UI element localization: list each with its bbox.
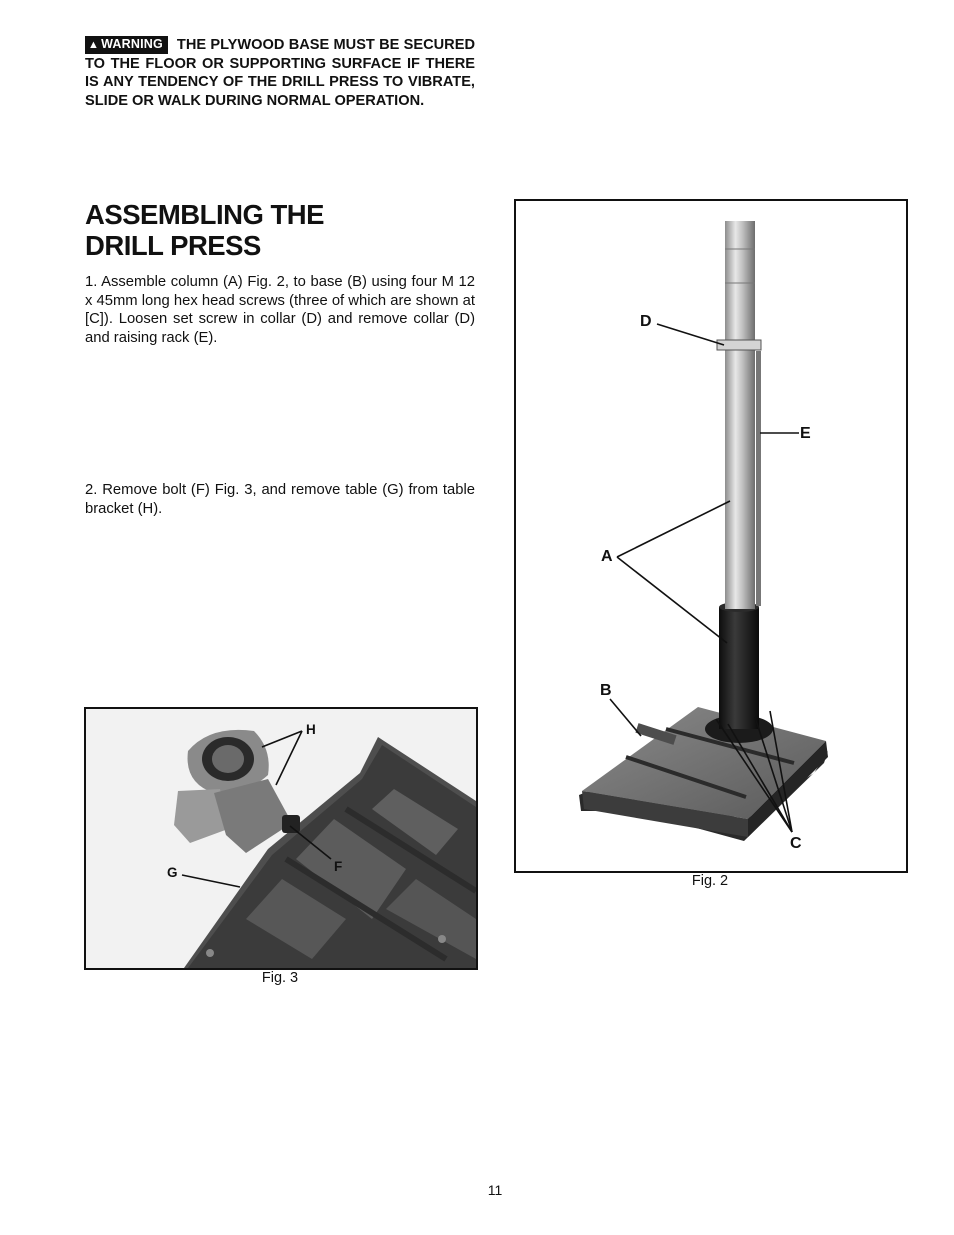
title-line-2: DRILL PRESS — [85, 229, 261, 261]
figure-2-photo — [514, 199, 908, 873]
warning-triangle-icon: ▲ — [88, 39, 100, 51]
section-title — [85, 200, 324, 261]
callout-b: B — [600, 682, 612, 699]
column-tube — [725, 221, 755, 609]
table-bracket-illustration — [86, 709, 476, 968]
step-1-text: 1. Assemble column (A) Fig. 2, to base (B) using four M 12 x 45mm long hex head screws (three of which are shown at [C]). Loosen set screw in collar (D) and remove collar (D) and raising rack (E). — [85, 274, 475, 346]
warning-badge — [85, 36, 168, 54]
step-2-text: 2. Remove bolt (F) Fig. 3, and remove table (G) from table bracket (H). — [85, 482, 475, 517]
figure-3-caption: Fig. 3 — [261, 970, 299, 986]
warning-paragraph — [85, 36, 475, 110]
column-lower-section — [705, 602, 773, 743]
title-line-1: ASSEMBLING THE — [85, 199, 324, 230]
figure-2-caption: Fig. 2 — [691, 873, 729, 889]
callout-h: H — [306, 722, 316, 737]
figure-3-photo — [84, 707, 478, 970]
callout-d: D — [640, 313, 652, 330]
callout-g: G — [167, 865, 178, 880]
callout-f: F — [334, 859, 343, 874]
callout-e: E — [800, 425, 811, 442]
raising-rack — [756, 351, 761, 606]
page-number: 11 — [487, 1182, 503, 1198]
warning-badge-label: WARNING — [101, 37, 163, 51]
drill-press-column-illustration — [516, 201, 906, 871]
callout-c: C — [790, 835, 802, 852]
warning-text: THE PLYWOOD BASE MUST BE SECURED TO THE FLOOR OR SUPPORTING SURFACE IF THERE IS ANY TENDENCY OF THE DRILL PRESS TO VIBRATE, SLIDE OR WALK DURING NORMAL OPERATION. — [85, 37, 475, 109]
callout-a: A — [601, 548, 613, 565]
